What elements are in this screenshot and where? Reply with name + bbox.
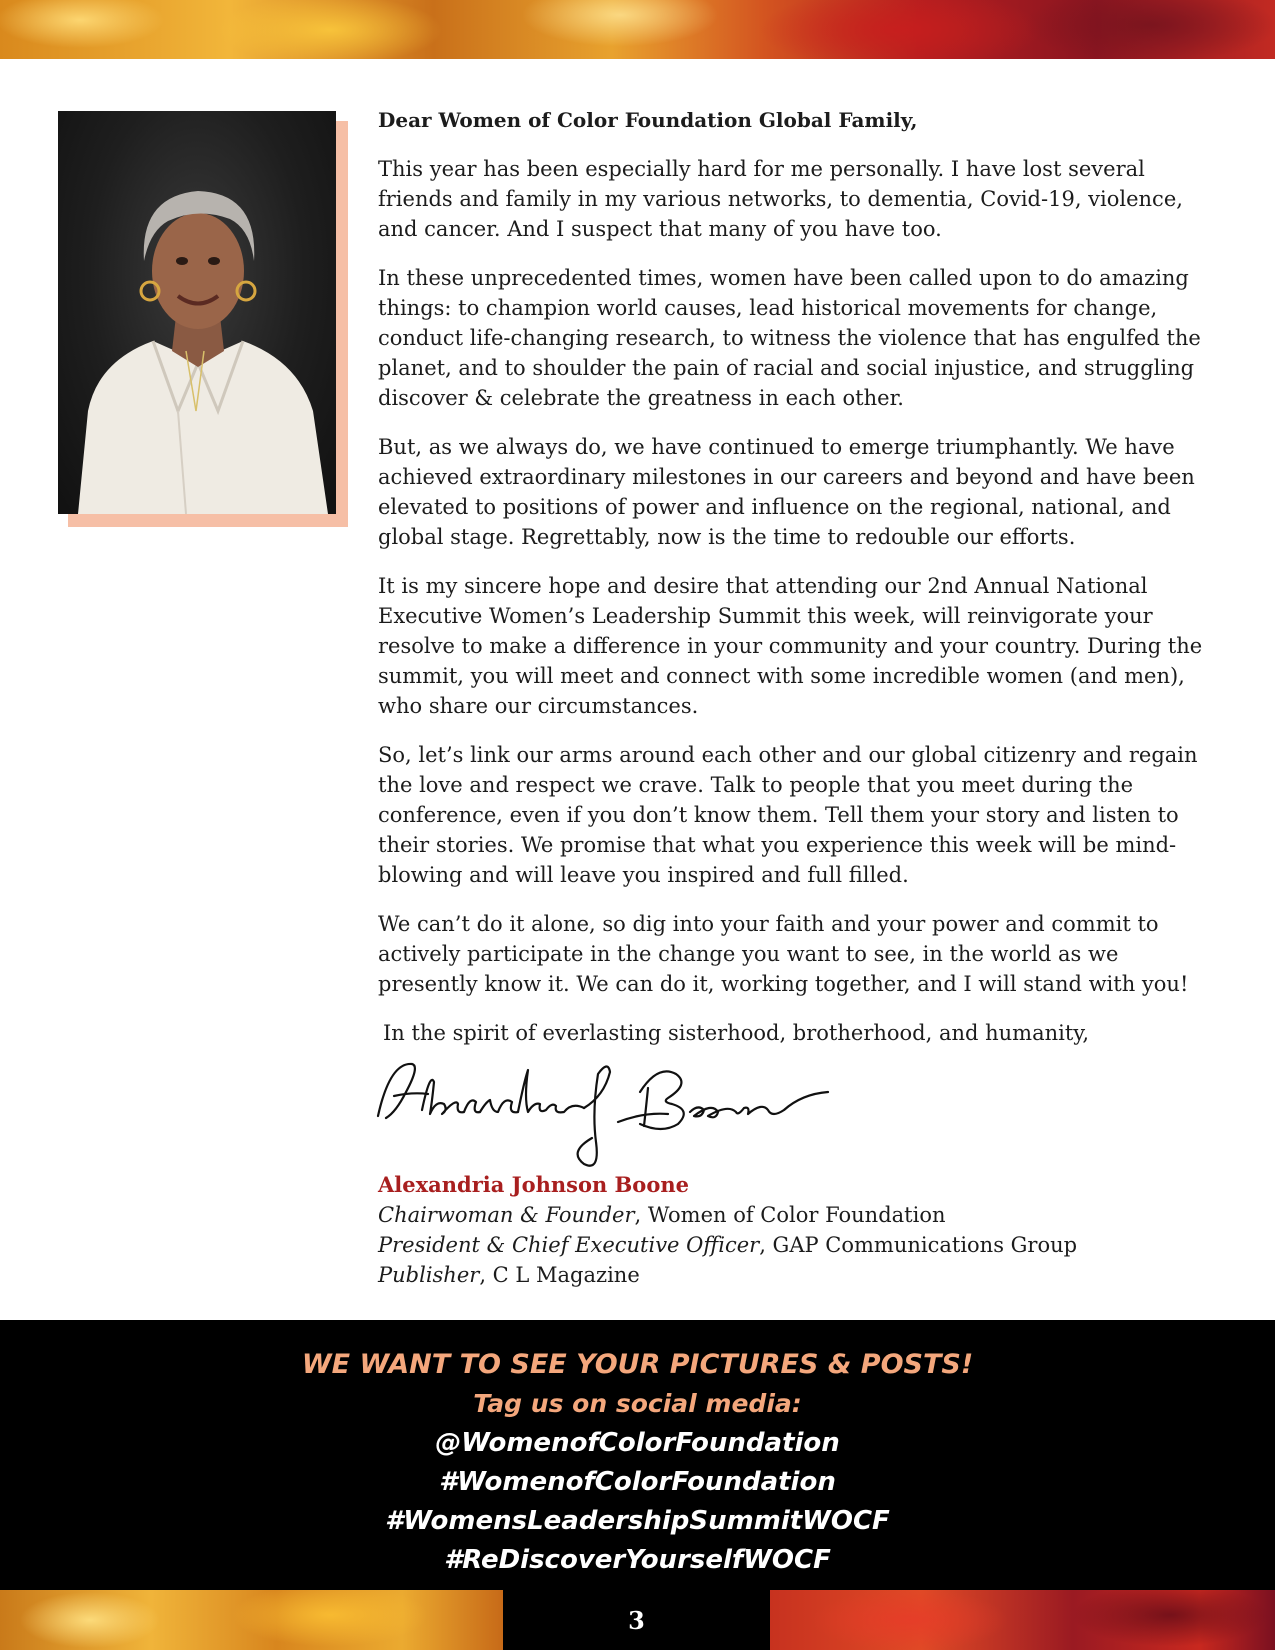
signer-role: Publisher	[378, 1263, 480, 1287]
signer-role: President & Chief Executive Officer	[378, 1233, 760, 1257]
social-heading: WE WANT TO SEE YOUR PICTURES & POSTS!	[301, 1349, 974, 1380]
signer-title-line	[378, 1260, 1208, 1290]
signer-title-line	[378, 1230, 1208, 1260]
page-number-box	[503, 1590, 770, 1650]
page-number: 3	[628, 1605, 645, 1635]
letter-paragraph: In these unprecedented times, women have been called upon to do amazing things: to champion world causes, lead historical movements for change, conduct life-changing research, to witness the violence that has engulfed the planet, and to shoulder the pain of racial and social injustice, and struggling discover & celebrate the greatness in each other.	[378, 266, 1201, 410]
signer-title-line	[378, 1200, 1208, 1230]
social-media-callout	[0, 1320, 1275, 1590]
signer-org: , Women of Color Foundation	[634, 1203, 946, 1227]
letter-paragraph: But, as we always do, we have continued to emerge triumphantly. We have achieved extraordinary milestones in our careers and beyond and have been elevated to positions of power and influence on the regional, national, and global stage. Regrettably, now is the time to redouble our efforts.	[378, 435, 1195, 549]
decorative-bottom-banner-left	[0, 1590, 503, 1650]
decorative-top-banner	[0, 0, 1275, 59]
letter-paragraph: We can’t do it alone, so dig into your faith and your power and commit to actively participate in the change you want to see, in the world as we presently know it. We can do it, working together, and I will stand with you!	[378, 912, 1189, 996]
signer-org: , C L Magazine	[479, 1263, 640, 1287]
handwritten-signature	[372, 1052, 832, 1180]
signer-org: , GAP Communications Group	[759, 1233, 1078, 1257]
social-hashtag: #ReDiscoverYourselfWOCF	[444, 1545, 831, 1575]
signer-name: Alexandria Johnson Boone	[378, 1172, 689, 1197]
letter-paragraph: It is my sincere hope and desire that attending our 2nd Annual National Executive Women’s Leadership Summit this week, will reinvigorate your resolve to make a difference in your community and your country. During the summit, you will meet and connect with some incredible women (and men), who share our circumstances.	[378, 574, 1203, 718]
decorative-bottom-banner-right	[770, 1590, 1275, 1650]
social-hashtag: #WomensLeadershipSummitWOCF	[385, 1506, 890, 1536]
social-hashtag: #WomenofColorFoundation	[439, 1467, 836, 1497]
letter-closing: In the spirit of everlasting sisterhood, brotherhood, and humanity,	[383, 1021, 1090, 1045]
letter-paragraph: So, let’s link our arms around each other and our global citizenry and regain the love and respect we crave. Talk to people that you meet during the conference, even if you don’t know them. Tell them your story and listen to their stories. We promise that what you experience this week will be mind-blowing and will leave you inspired and full filled.	[378, 743, 1198, 887]
social-subheading: Tag us on social media:	[473, 1389, 802, 1418]
signature-block	[378, 1170, 1208, 1290]
letter-salutation: Dear Women of Color Foundation Global Family,	[378, 108, 918, 132]
signer-role: Chairwoman & Founder	[378, 1203, 635, 1227]
letter-paragraph: This year has been especially hard for me personally. I have lost several friends and family in my various networks, to dementia, Covid-19, violence, and cancer. And I suspect that many of you have too.	[378, 157, 1183, 241]
social-handle: @WomenofColorFoundation	[435, 1428, 840, 1458]
letter-body	[378, 106, 1208, 1048]
author-portrait	[58, 111, 336, 514]
